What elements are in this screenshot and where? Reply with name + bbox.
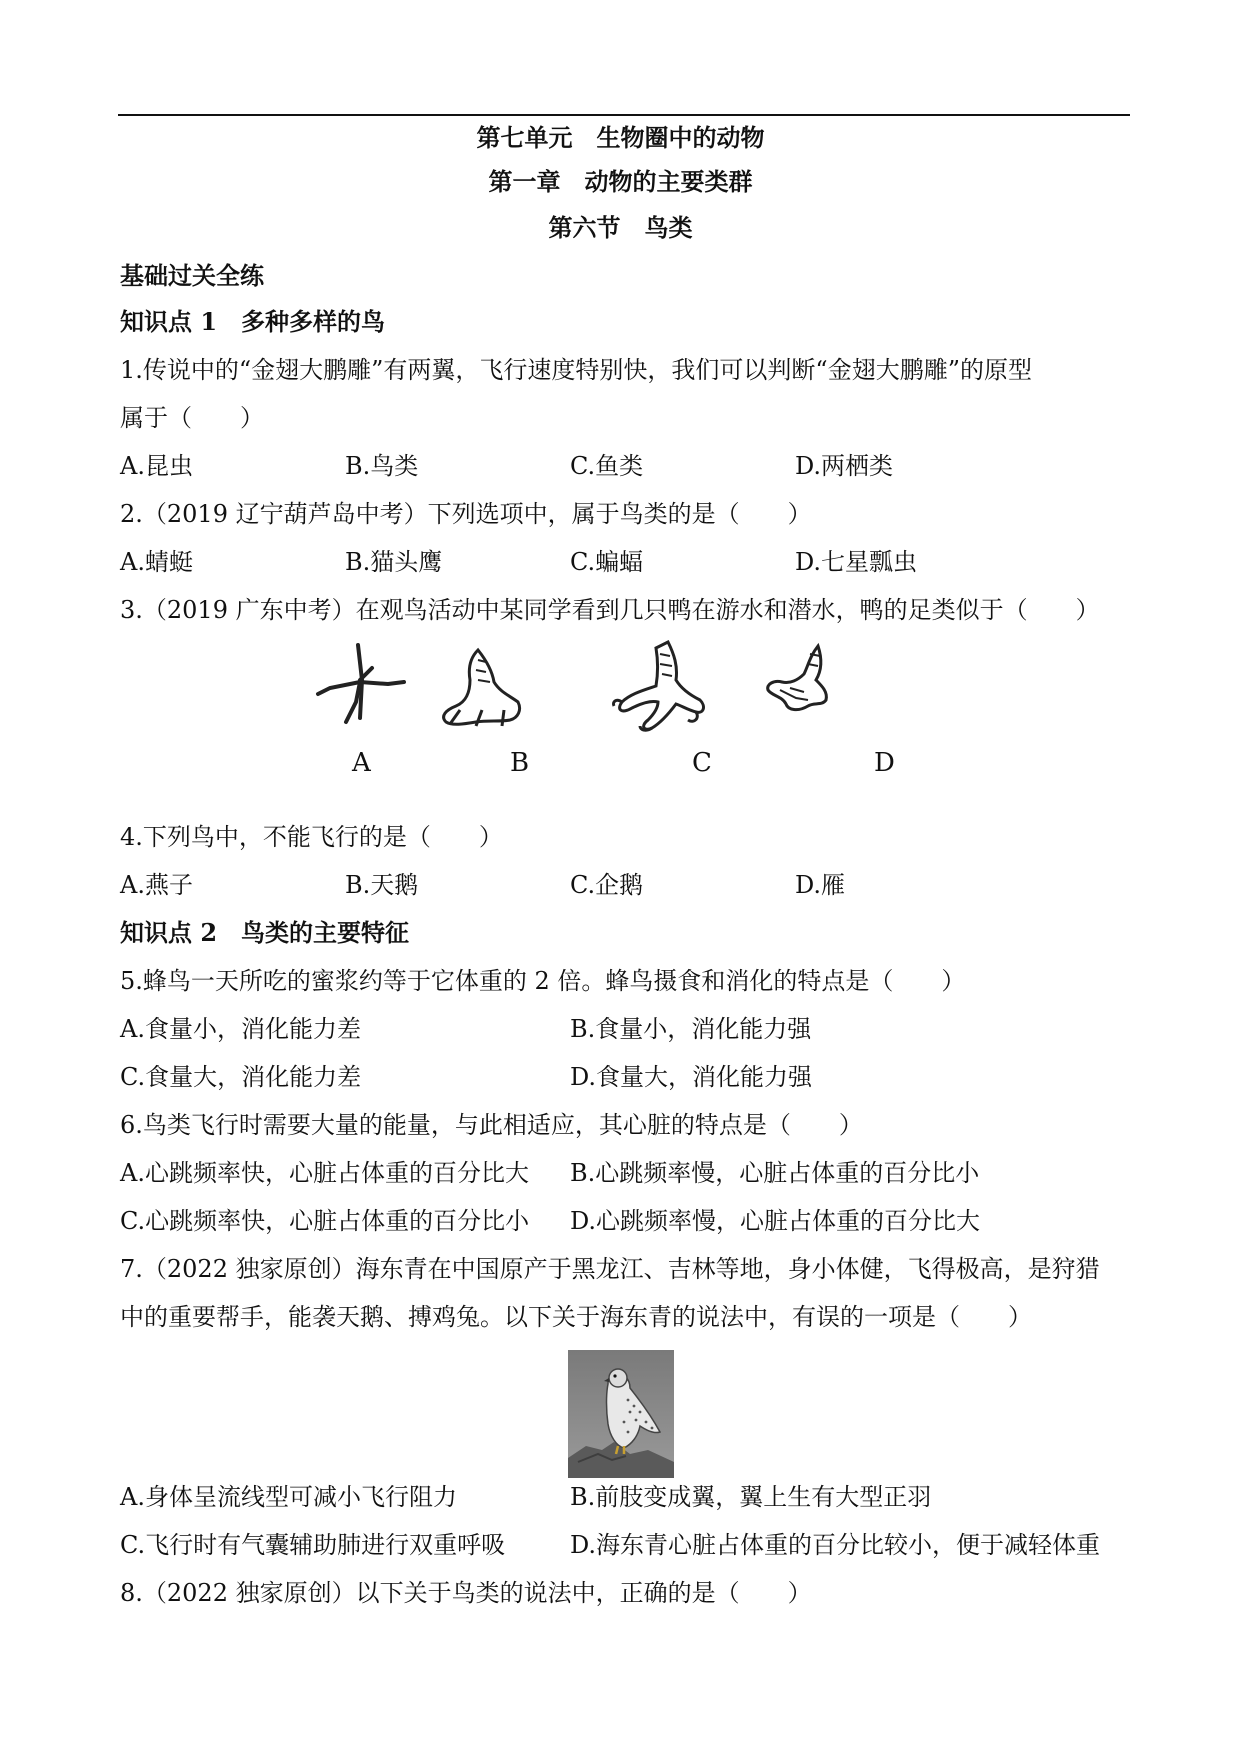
question-1-option-d: D.两栖类 (795, 452, 894, 480)
figure-label-a: A (352, 748, 371, 778)
question-6-option-a: A.心跳频率快，心脏占体重的百分比大 (120, 1159, 529, 1187)
question-1-option-a: A.昆虫 (120, 452, 193, 480)
unit-title: 第七单元 生物圈中的动物 (476, 123, 765, 152)
question-5-option-d: D.食量大，消化能力强 (570, 1063, 813, 1091)
question-2-option-d: D.七星瓢虫 (795, 548, 918, 576)
question-2-option-b: B.猫头鹰 (345, 548, 443, 576)
bird-foot-a-icon (318, 645, 404, 722)
question-7-option-a: A.身体呈流线型可减小飞行阻力 (120, 1483, 457, 1511)
question-4-option-d: D.雁 (795, 871, 846, 899)
bird-foot-d-icon (768, 646, 827, 710)
figure-label-b: B (510, 748, 530, 778)
chapter-title: 第一章 动物的主要类群 (488, 167, 753, 196)
question-1-line-1: 1.传说中的“金翅大鹏雕”有两翼，飞行速度特别快，我们可以判断“金翅大鹏雕”的原型 (120, 356, 1032, 384)
question-8-line-1: 8.（2022 独家原创）以下关于鸟类的说法中，正确的是（ ） (120, 1579, 812, 1607)
knowledge-point-2: 知识点 2 鸟类的主要特征 (120, 918, 410, 947)
top-rule (118, 114, 1130, 116)
question-1-option-c: C.鱼类 (570, 452, 644, 480)
question-6-option-c: C.心跳频率快，心脏占体重的百分比小 (120, 1207, 530, 1235)
question-1-option-b: B.鸟类 (345, 452, 419, 480)
question-2-option-a: A.蜻蜓 (120, 548, 193, 576)
question-4-option-b: B.天鹅 (345, 871, 419, 899)
question-2-option-c: C.蝙蝠 (570, 548, 644, 576)
question-4-option-c: C.企鹅 (570, 871, 644, 899)
question-4-option-a: A.燕子 (120, 871, 193, 899)
bird-foot-b-icon (444, 650, 520, 726)
section-title: 第六节 鸟类 (548, 213, 693, 242)
question-5-option-a: A.食量小，消化能力差 (120, 1015, 361, 1043)
question-5-option-b: B.食量小，消化能力强 (570, 1015, 812, 1043)
bird-foot-c-icon (613, 642, 703, 730)
bird-feet-figure (310, 640, 930, 790)
question-1-line-2: 属于（ ） (120, 404, 264, 432)
knowledge-point-1: 知识点 1 多种多样的鸟 (120, 307, 386, 336)
practice-heading: 基础过关全练 (120, 261, 264, 290)
falcon-photo (568, 1350, 674, 1478)
question-5-line-1: 5.蜂鸟一天所吃的蜜浆约等于它体重的 2 倍。蜂鸟摄食和消化的特点是（ ） (120, 967, 966, 995)
question-7-line-1: 7.（2022 独家原创）海东青在中国原产于黑龙江、吉林等地，身小体健，飞得极高，是狩猎 (120, 1255, 1100, 1283)
question-7-option-c: C.飞行时有气囊辅助肺进行双重呼吸 (120, 1531, 506, 1559)
figure-label-d: D (874, 748, 895, 778)
question-2-line-1: 2.（2019 辽宁葫芦岛中考）下列选项中，属于鸟类的是（ ） (120, 500, 812, 528)
question-5-option-c: C.食量大，消化能力差 (120, 1063, 362, 1091)
question-7-option-b: B.前肢变成翼，翼上生有大型正羽 (570, 1483, 932, 1511)
question-6-option-d: D.心跳频率慢，心脏占体重的百分比大 (570, 1207, 981, 1235)
figure-label-c: C (692, 748, 712, 778)
question-7-line-2: 中的重要帮手，能袭天鹅、搏鸡兔。以下关于海东青的说法中，有误的一项是（ ） (120, 1303, 1032, 1331)
question-6-option-b: B.心跳频率慢，心脏占体重的百分比小 (570, 1159, 980, 1187)
question-7-option-d: D.海东青心脏占体重的百分比较小，便于减轻体重 (570, 1531, 1101, 1559)
question-4-line-1: 4.下列鸟中，不能飞行的是（ ） (120, 823, 503, 851)
question-6-line-1: 6.鸟类飞行时需要大量的能量，与此相适应，其心脏的特点是（ ） (120, 1111, 863, 1139)
question-3-line-1: 3.（2019 广东中考）在观鸟活动中某同学看到几只鸭在游水和潜水，鸭的足类似于（ ） (120, 596, 1100, 624)
